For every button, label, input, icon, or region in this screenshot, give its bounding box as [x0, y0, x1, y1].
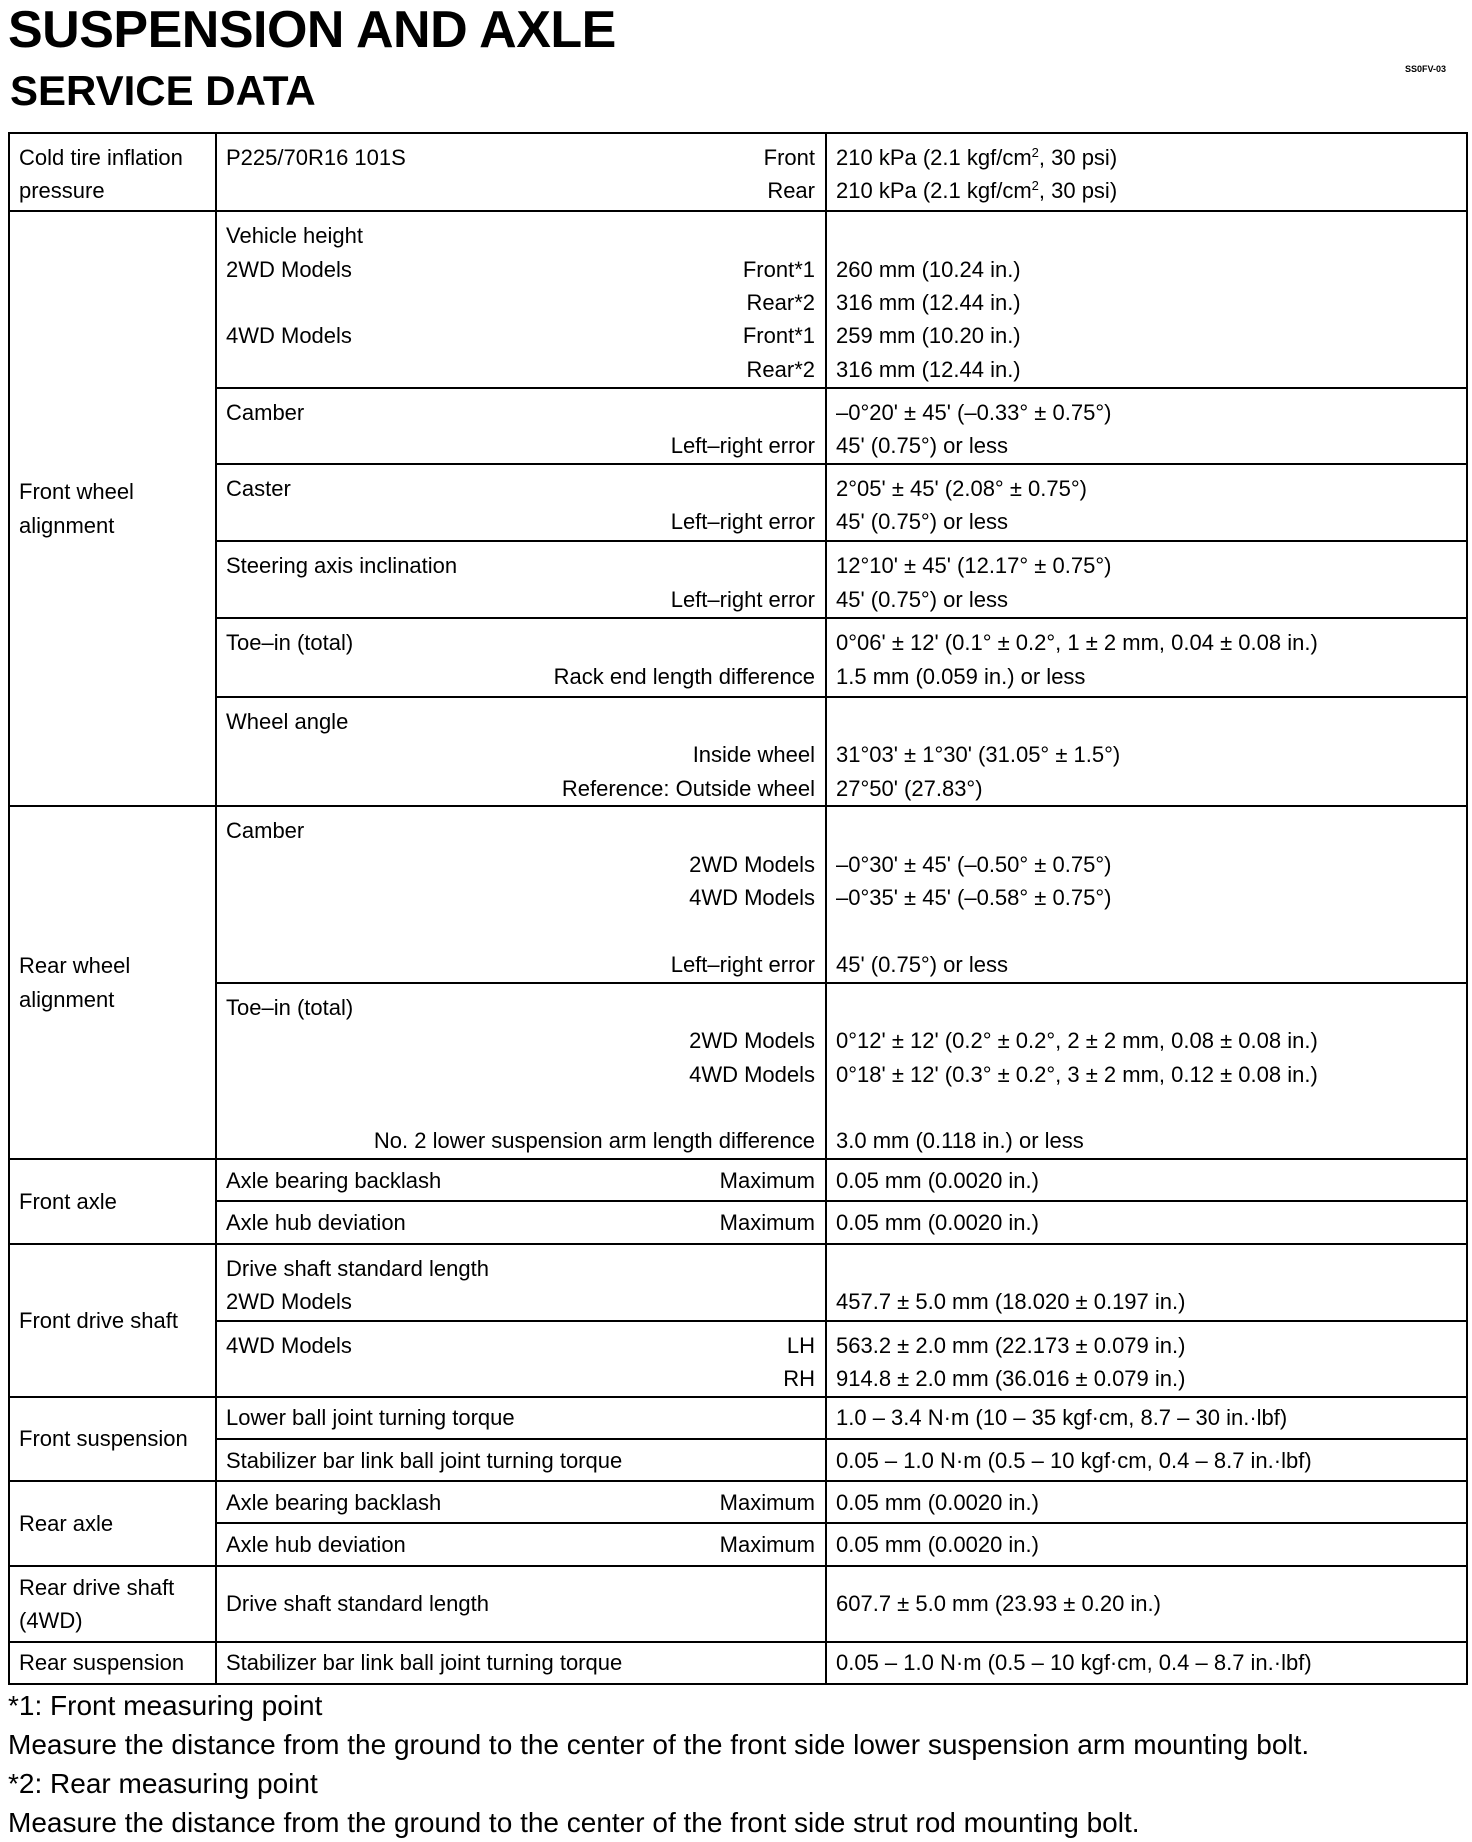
row-spec: Stabilizer bar link ball joint turning torque — [216, 1642, 826, 1684]
row-label: Front axle — [9, 1159, 216, 1243]
page-title: SUSPENSION AND AXLE — [8, 1, 616, 59]
row-spec — [216, 1321, 826, 1397]
row-spec — [216, 618, 826, 696]
sub-label: Front*1 — [742, 256, 815, 282]
table-row — [9, 388, 1467, 464]
value-text: 259 mm (10.20 in.) — [836, 323, 1021, 349]
sub-label: Maximum — [719, 1489, 815, 1515]
row-value — [826, 983, 1467, 1160]
table-row — [9, 1523, 1467, 1565]
row-label: Rear suspension — [9, 1642, 216, 1684]
sub-label: RH — [783, 1366, 815, 1392]
sub-label: Maximum — [719, 1167, 815, 1193]
row-spec — [216, 1201, 826, 1243]
value-text: , 30 psi) — [1038, 145, 1118, 170]
row-value: 0.05 mm (0.0020 in.) — [826, 1201, 1467, 1243]
spec-title: Steering axis inclination — [226, 553, 458, 579]
sub-label: Left–right error — [670, 433, 815, 459]
sub-label: 2WD Models — [689, 1028, 815, 1054]
row-spec — [216, 1159, 826, 1201]
table-row — [9, 1201, 1467, 1243]
spec-title: Axle bearing backlash — [226, 1167, 442, 1193]
value-text: , 30 psi) — [1038, 178, 1118, 204]
row-spec — [216, 1244, 826, 1321]
value-text: 27°50' (27.83°) — [836, 775, 983, 801]
row-value: 1.0 – 3.4 N·m (10 – 35 kgf·cm, 8.7 – 30 in.·lbf) — [826, 1397, 1467, 1439]
row-value — [826, 806, 1467, 983]
row-label: Rear drive shaft (4WD) — [9, 1566, 216, 1642]
value-text: 914.8 ± 2.0 mm (36.016 ± 0.079 in.) — [836, 1366, 1186, 1392]
model-label: 2WD Models — [226, 1289, 352, 1315]
sub-label: Rear*2 — [746, 356, 815, 382]
table-row — [9, 1642, 1467, 1684]
footnote-2-text: Measure the distance from the ground to the center of the front side strut rod mounting bolt. — [8, 1807, 1140, 1838]
row-spec — [216, 1481, 826, 1523]
spec-title: Toe–in (total) — [226, 630, 354, 656]
service-data-table — [8, 132, 1468, 1685]
value-text: 1.5 mm (0.059 in.) or less — [836, 663, 1086, 689]
table-row — [9, 983, 1467, 1160]
row-value — [826, 1244, 1467, 1321]
sub-label: LH — [786, 1332, 815, 1358]
spec-title: Wheel angle — [226, 708, 349, 734]
value-text: 457.7 ± 5.0 mm (18.020 ± 0.197 in.) — [836, 1289, 1186, 1314]
row-label: Front suspension — [9, 1397, 216, 1481]
row-label: Cold tire inflation pressure — [9, 133, 216, 211]
row-value: 0.05 – 1.0 N·m (0.5 – 10 kgf·cm, 0.4 – 8.7 in.·lbf) — [826, 1642, 1467, 1684]
model-label: 4WD Models — [226, 323, 352, 349]
value-text: 0°06' ± 12' (0.1° ± 0.2°, 1 ± 2 mm, 0.04 ± 0.08 in.) — [836, 630, 1318, 656]
row-value — [826, 211, 1467, 388]
row-value: 0.05 mm (0.0020 in.) — [826, 1523, 1467, 1565]
row-label: Rear wheel alignment — [9, 806, 216, 1159]
sub-label: 4WD Models — [689, 1061, 815, 1087]
value-text: 316 mm (12.44 in.) — [836, 356, 1021, 382]
row-label: Rear axle — [9, 1481, 216, 1565]
spec-title: Axle hub deviation — [226, 1209, 406, 1235]
sub-label: Reference: Outside wheel — [561, 775, 815, 801]
row-spec — [216, 806, 826, 983]
sub-label: Left–right error — [670, 586, 815, 612]
row-spec — [216, 133, 826, 211]
spec-title: Drive shaft standard length — [226, 1255, 489, 1281]
row-spec: Lower ball joint turning torque — [216, 1397, 826, 1439]
superscript: 2 — [1031, 145, 1039, 160]
row-spec — [216, 388, 826, 464]
sub-label: Inside wheel — [692, 742, 815, 768]
table-row — [9, 1244, 1467, 1321]
sub-label: Front — [763, 145, 815, 170]
row-spec — [216, 697, 826, 807]
sub-label: 4WD Models — [689, 885, 815, 911]
footnote-2-title: *2: Rear measuring point — [8, 1768, 318, 1799]
value-text: 12°10' ± 45' (12.17° ± 0.75°) — [836, 553, 1112, 579]
row-value — [826, 133, 1467, 211]
value-text: 210 kPa (2.1 kgf/cm — [836, 178, 1032, 204]
table-row — [9, 133, 1467, 211]
table-row — [9, 541, 1467, 618]
table-row — [9, 806, 1467, 983]
value-text: 2°05' ± 45' (2.08° ± 0.75°) — [836, 476, 1087, 502]
sub-label: Rack end length difference — [553, 663, 815, 689]
value-text: 0°18' ± 12' (0.3° ± 0.2°, 3 ± 2 mm, 0.12 ± 0.08 in.) — [836, 1061, 1318, 1087]
row-label: Front wheel alignment — [9, 211, 216, 806]
row-spec — [216, 464, 826, 541]
value-text: 563.2 ± 2.0 mm (22.173 ± 0.079 in.) — [836, 1332, 1186, 1358]
sub-label: Left–right error — [670, 509, 815, 535]
model-label: 2WD Models — [226, 256, 352, 282]
sub-label: Maximum — [719, 1531, 815, 1557]
spec-title: Vehicle height — [226, 223, 363, 249]
table-row — [9, 1159, 1467, 1201]
table-row — [9, 211, 1467, 388]
row-spec: Stabilizer bar link ball joint turning torque — [216, 1439, 826, 1481]
spec-title: Toe–in (total) — [226, 994, 354, 1020]
row-value — [826, 618, 1467, 696]
table-row — [9, 1439, 1467, 1481]
row-spec — [216, 983, 826, 1160]
value-text: –0°30' ± 45' (–0.50° ± 0.75°) — [836, 851, 1112, 877]
row-value — [826, 388, 1467, 464]
spec-title: Axle bearing backlash — [226, 1489, 442, 1515]
sub-label: Maximum — [719, 1209, 815, 1235]
row-value: 0.05 – 1.0 N·m (0.5 – 10 kgf·cm, 0.4 – 8.7 in.·lbf) — [826, 1439, 1467, 1481]
spec-title: Camber — [226, 818, 305, 844]
document-code: SS0FV-03 — [1404, 64, 1446, 74]
footnote-1-text: Measure the distance from the ground to the center of the front side lower suspension arm mounting bolt. — [8, 1729, 1310, 1760]
table-row — [9, 1397, 1467, 1439]
footnotes — [8, 1686, 1468, 1842]
row-value — [826, 1321, 1467, 1397]
row-value: 607.7 ± 5.0 mm (23.93 ± 0.20 in.) — [826, 1566, 1467, 1642]
value-text: –0°35' ± 45' (–0.58° ± 0.75°) — [836, 885, 1112, 911]
sub-label: Left–right error — [670, 951, 815, 977]
spec-title: Camber — [226, 399, 305, 425]
value-text: 0°12' ± 12' (0.2° ± 0.2°, 2 ± 2 mm, 0.08 ± 0.08 in.) — [836, 1028, 1318, 1054]
superscript: 2 — [1031, 178, 1039, 194]
sub-label: Rear — [767, 178, 815, 204]
model-label: 4WD Models — [226, 1332, 352, 1358]
value-text: 210 kPa (2.1 kgf/cm — [836, 145, 1032, 170]
table-row — [9, 618, 1467, 696]
tire-size: P225/70R16 101S — [226, 145, 406, 170]
row-value: 0.05 mm (0.0020 in.) — [826, 1481, 1467, 1523]
row-spec: Drive shaft standard length — [216, 1566, 826, 1642]
value-text: 45' (0.75°) or less — [836, 586, 1008, 612]
row-spec — [216, 1523, 826, 1565]
value-text: 260 mm (10.24 in.) — [836, 256, 1021, 282]
value-text: 31°03' ± 1°30' (31.05° ± 1.5°) — [836, 742, 1121, 768]
value-text: 45' (0.75°) or less — [836, 951, 1008, 977]
row-value — [826, 697, 1467, 807]
section-title: SERVICE DATA — [10, 67, 316, 114]
row-spec — [216, 541, 826, 618]
sub-label: 2WD Models — [689, 851, 815, 877]
value-text: –0°20' ± 45' (–0.33° ± 0.75°) — [836, 399, 1112, 425]
spec-title: Axle hub deviation — [226, 1531, 406, 1557]
table-row — [9, 1481, 1467, 1523]
row-value: 0.05 mm (0.0020 in.) — [826, 1159, 1467, 1201]
sub-label: No. 2 lower suspension arm length difference — [373, 1128, 815, 1154]
row-value — [826, 464, 1467, 541]
value-text: 45' (0.75°) or less — [836, 509, 1008, 535]
spec-title: Caster — [226, 476, 291, 502]
table-row — [9, 697, 1467, 807]
sub-label: Rear*2 — [746, 290, 815, 316]
sub-label: Front*1 — [742, 323, 815, 349]
value-text: 316 mm (12.44 in.) — [836, 290, 1021, 316]
footnote-1-title: *1: Front measuring point — [8, 1690, 323, 1721]
value-text: 45' (0.75°) or less — [836, 433, 1008, 459]
table-row — [9, 1566, 1467, 1642]
value-text: 3.0 mm (0.118 in.) or less — [836, 1128, 1084, 1154]
table-row — [9, 1321, 1467, 1397]
row-spec — [216, 211, 826, 388]
row-value — [826, 541, 1467, 618]
row-label: Front drive shaft — [9, 1244, 216, 1397]
table-row — [9, 464, 1467, 541]
